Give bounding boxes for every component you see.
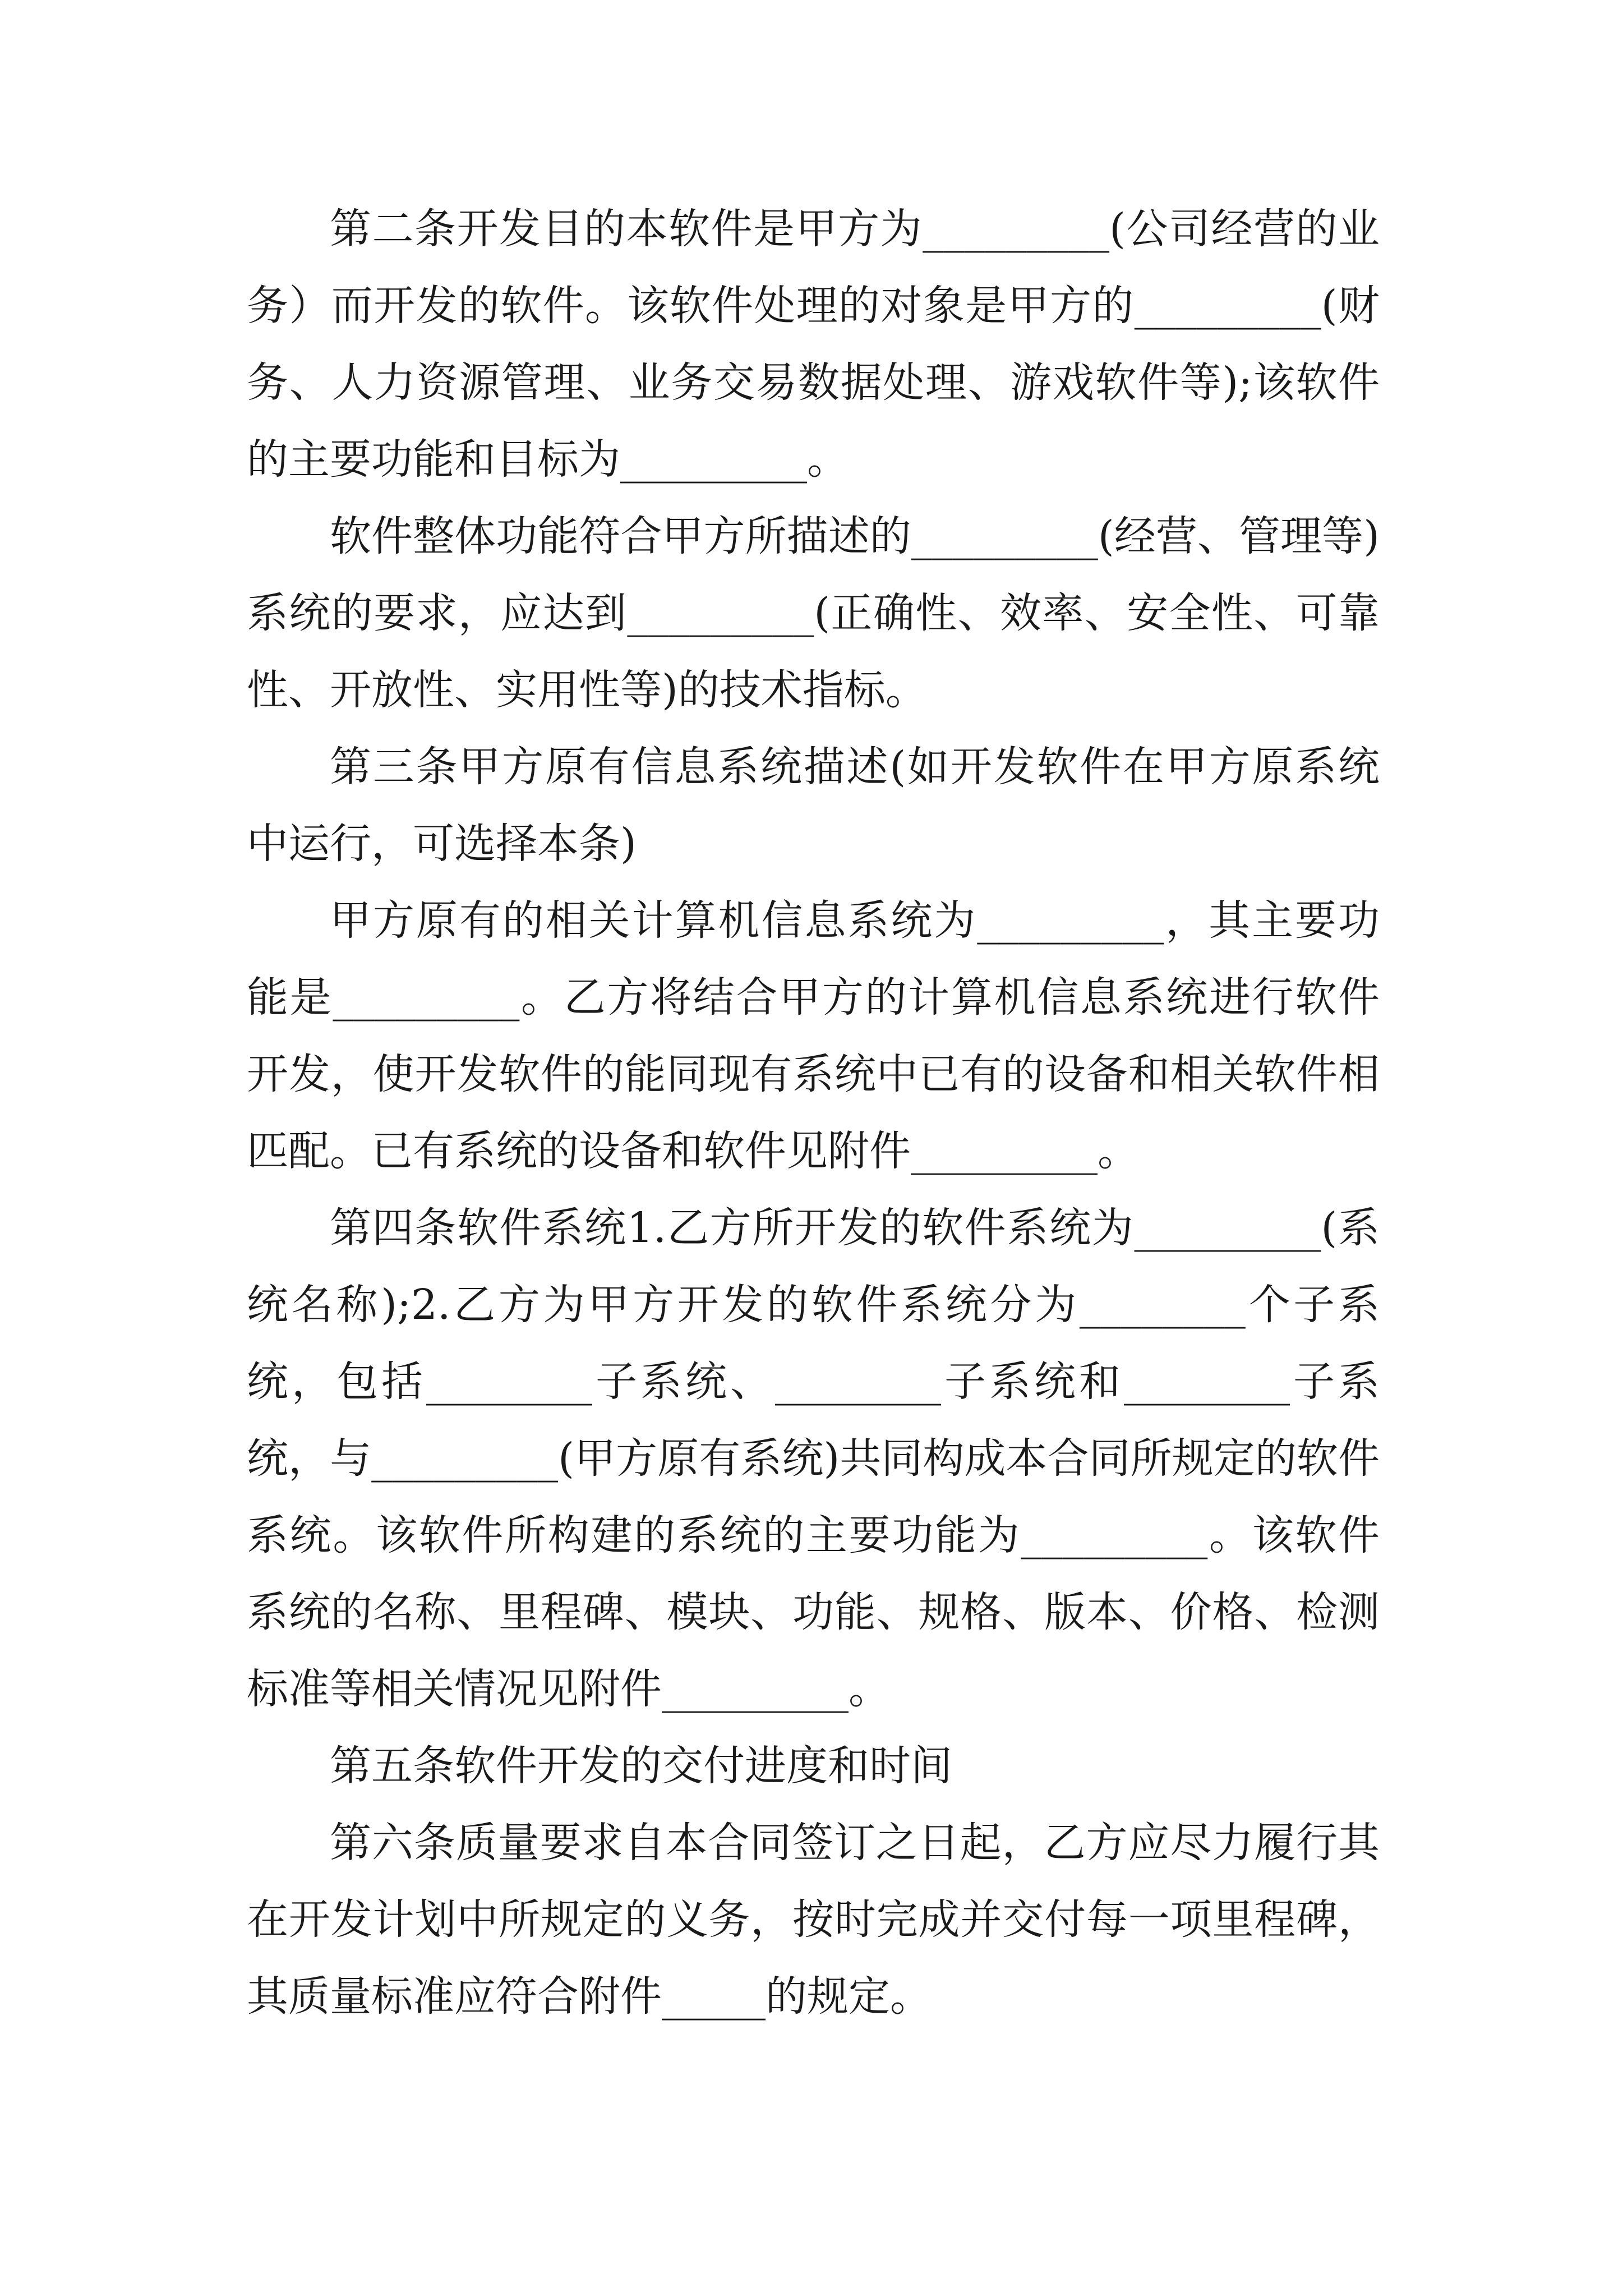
paragraph-article-6: 第六条质量要求自本合同签订之日起，乙方应尽力履行其在开发计划中所规定的义务，按时完成并交付每一项里程碑，其质量标准应符合附件_____的规定。 xyxy=(247,1819,1380,2021)
document-body xyxy=(247,191,1380,2035)
paragraph-article-3-body: 甲方原有的相关计算机信息系统为_________，其主要功能是_________。乙方将结合甲方的计算机信息系统进行软件开发，使开发软件的能同现有系统中已有的设备和相关软件相匹配。已有系统的设备和软件见附件_________。 xyxy=(247,896,1380,1175)
paragraph-article-2-purpose: 第二条开发目的本软件是甲方为_________(公司经营的业务）而开发的软件。该软件处理的对象是甲方的_________(财务、人力资源管理、业务交易数据处理、游戏软件等);该软件的主要功能和目标为_________。 xyxy=(247,205,1380,484)
paragraph-article-5-heading: 第五条软件开发的交付进度和时间 xyxy=(330,1742,952,1790)
paragraph-article-4: 第四条软件系统1.乙方所开发的软件系统为_________(系统名称);2.乙方为甲方开发的软件系统分为________个子系统，包括________子系统、________子系统和________子系统，与_________(甲方原有系统)共同构成本合同所规定的软件系统。该软件所构建的系统的主要功能为_________。该软件系统的名称、里程碑、模块、功能、规格、版本、价格、检测标准等相关情况见附件_________。 xyxy=(247,1204,1380,1713)
paragraph-article-3-heading: 第三条甲方原有信息系统描述(如开发软件在甲方原系统中运行，可选择本条) xyxy=(247,743,1380,868)
paragraph-article-2-function: 软件整体功能符合甲方所描述的_________(经营、管理等)系统的要求，应达到_________(正确性、效率、安全性、可靠性、开放性、实用性等)的技术指标。 xyxy=(247,512,1380,714)
